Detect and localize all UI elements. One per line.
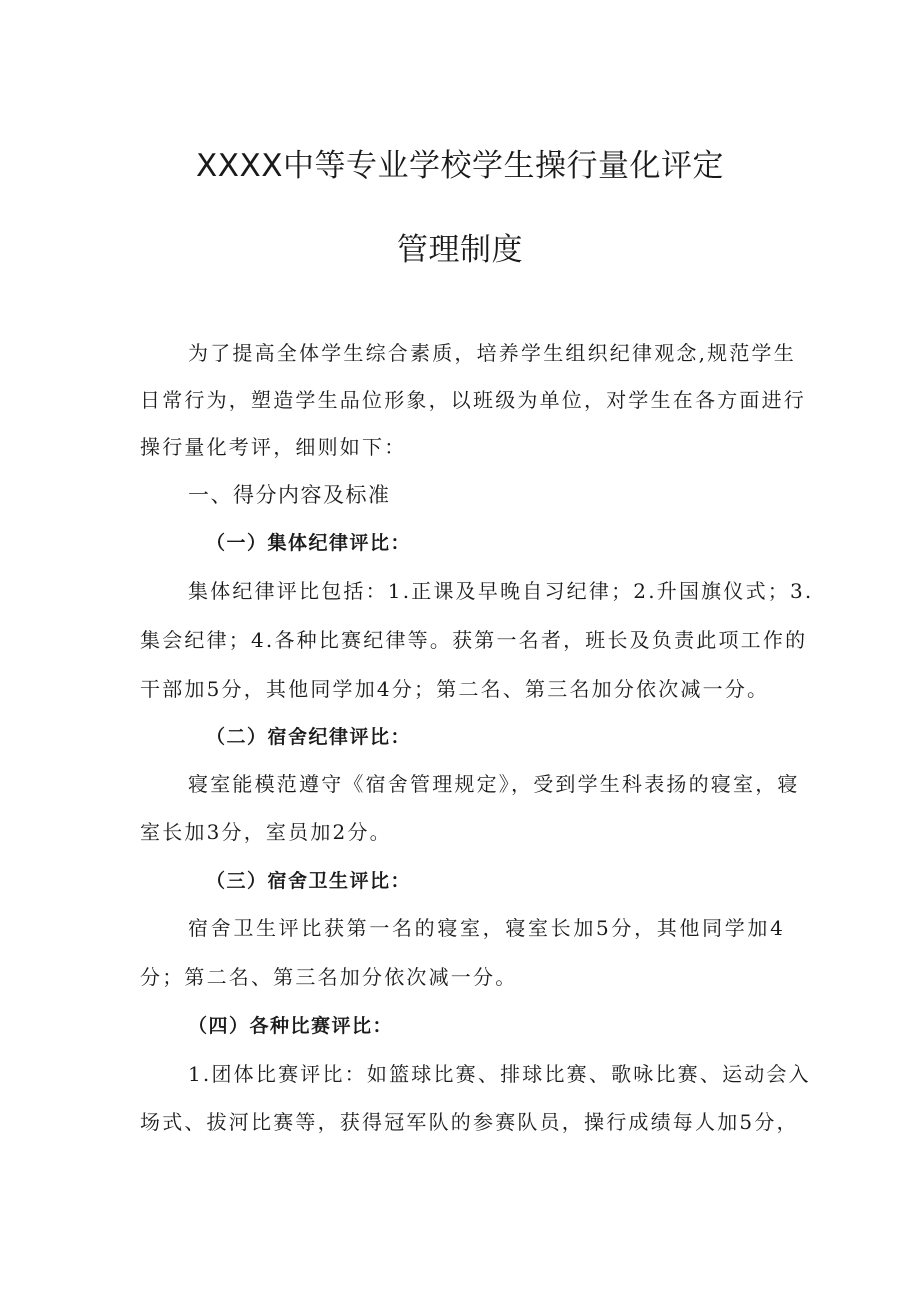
intro-line-3: 操行量化考评，细则如下： bbox=[140, 435, 407, 459]
subheading-collective-discipline: （一）集体纪律评比： bbox=[206, 532, 412, 554]
sub1-line-1: 集体纪律评比包括：1.正课及早晚自习纪律；2.升国旗仪式；3. bbox=[188, 579, 814, 603]
subheading-dormitory-hygiene: （三）宿舍卫生评比： bbox=[206, 870, 412, 892]
document-title-line1: XXXX中等专业学校学生操行量化评定 bbox=[196, 148, 724, 184]
sub2-line-2: 室长加3分，室员加2分。 bbox=[140, 820, 392, 844]
intro-line-1: 为了提高全体学生综合素质，培养学生组织纪律观念,规范学生 bbox=[188, 341, 796, 365]
sub3-line-2: 分；第二名、第三名加分依次减一分。 bbox=[140, 965, 518, 989]
sub1-line-3: 干部加5分，其他同学加4分；第二名、第三名加分依次减一分。 bbox=[140, 677, 770, 701]
intro-line-2: 日常行为，塑造学生品位形象，以班级为单位，对学生在各方面进行 bbox=[140, 388, 806, 412]
section-heading-scoring: 一、得分内容及标准 bbox=[188, 483, 391, 507]
sub4-line-1: 1.团体比赛评比：如篮球比赛、排球比赛、歌咏比赛、运动会入 bbox=[188, 1062, 811, 1086]
sub3-line-1: 宿舍卫生评比获第一名的寝室，寝室长加5分，其他同学加4 bbox=[188, 916, 785, 940]
sub1-line-2: 集会纪律；4.各种比赛纪律等。获第一名者，班长及负责此项工作的 bbox=[140, 628, 808, 652]
document-title-line2: 管理制度 bbox=[397, 232, 523, 268]
subheading-competitions: （四）各种比赛评比： bbox=[188, 1015, 394, 1037]
subheading-dormitory-discipline: （二）宿舍纪律评比： bbox=[206, 726, 412, 748]
sub4-line-2: 场式、拔河比赛等，获得冠军队的参赛队员，操行成绩每人加5分， bbox=[140, 1110, 799, 1134]
sub2-line-1: 寝室能模范遵守《宿舍管理规定》，受到学生科表扬的寝室，寝 bbox=[188, 772, 800, 796]
